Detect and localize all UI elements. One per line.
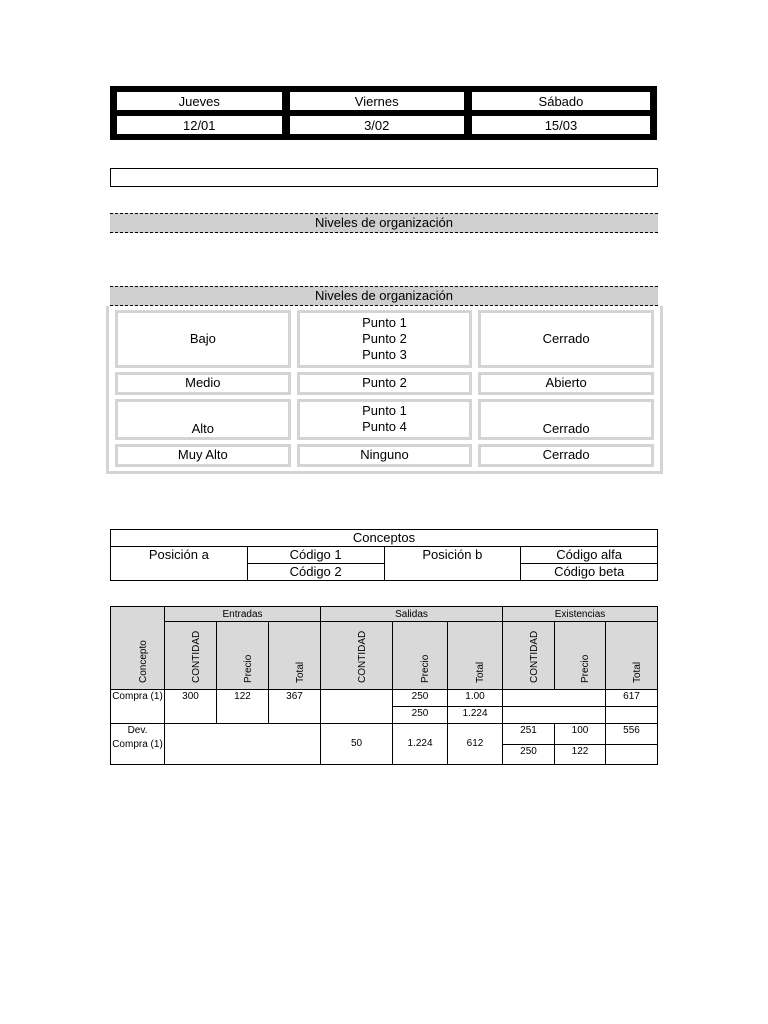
row-concept: Dev. Compra (1) [111, 724, 165, 765]
concept-header-label: Concepto [137, 640, 149, 683]
col-header-cantidad [321, 622, 393, 690]
cell: 1.00 [448, 690, 503, 707]
level-point: Punto 4 [362, 419, 407, 435]
col-label: CONTIDAD [528, 630, 540, 683]
concepts-table [110, 529, 658, 581]
col-header-total [606, 622, 658, 690]
level-points [297, 310, 473, 368]
cell [165, 724, 321, 765]
cell: 250 [393, 707, 448, 724]
level-point: Ninguno [360, 447, 409, 463]
date-cell: 15/03 [470, 114, 652, 136]
cell: 251 [503, 724, 555, 745]
concepts-title: Conceptos [111, 530, 658, 547]
group-header: Salidas [321, 607, 503, 622]
group-header: Entradas [165, 607, 321, 622]
day-cell: Viernes [288, 90, 466, 112]
col-label: Total [631, 661, 643, 683]
col-header-precio [393, 622, 448, 690]
date-cell: 3/02 [288, 114, 466, 136]
days-table [110, 86, 657, 140]
levels-table [106, 306, 663, 474]
section-banner: Niveles de organización [110, 213, 658, 233]
level-row [115, 399, 654, 440]
cell [503, 707, 606, 724]
col-label: CONTIDAD [356, 630, 368, 683]
code-cell: Código alfa [521, 547, 658, 564]
level-status: Abierto [478, 372, 654, 395]
cell: 100 [555, 724, 606, 745]
cell: 556 [606, 724, 658, 745]
cell: 50 [321, 724, 393, 765]
levels-table-title: Niveles de organización [110, 286, 658, 306]
level-points [297, 444, 473, 467]
col-label: Precio [580, 654, 591, 683]
code-cell: Código 2 [247, 564, 384, 581]
cell: 617 [606, 690, 658, 707]
cell [321, 690, 393, 724]
day-cell: Jueves [115, 90, 284, 112]
col-header-total [448, 622, 503, 690]
level-name: Medio [115, 372, 291, 395]
cell: 122 [217, 690, 269, 724]
concept-header [111, 607, 165, 690]
level-point: Punto 1 [362, 314, 407, 330]
level-status: Cerrado [478, 444, 654, 467]
level-points [297, 372, 473, 395]
col-header-cantidad [503, 622, 555, 690]
cell: 250 [393, 690, 448, 707]
cell [606, 744, 658, 765]
level-point: Punto 1 [362, 403, 407, 419]
col-header-cantidad [165, 622, 217, 690]
col-label: Precio [242, 654, 254, 683]
cell: 300 [165, 690, 217, 724]
cell [606, 707, 658, 724]
level-point: Punto 2 [362, 330, 407, 346]
level-row [115, 310, 654, 368]
cell: 122 [555, 744, 606, 765]
level-status: Cerrado [478, 310, 654, 368]
cell: 250 [503, 744, 555, 765]
group-header: Existencias [503, 607, 658, 622]
code-cell: Código 1 [247, 547, 384, 564]
level-point: Punto 2 [362, 375, 407, 391]
table-row [111, 724, 658, 745]
col-header-precio [217, 622, 269, 690]
cell: 612 [448, 724, 503, 765]
cell: 1.224 [393, 724, 448, 765]
cell [503, 690, 606, 707]
cell: 367 [269, 690, 321, 724]
level-name: Bajo [115, 310, 291, 368]
table-row [111, 690, 658, 707]
col-header-total [269, 622, 321, 690]
col-label: CONTIDAD [190, 630, 202, 683]
dates-row [115, 114, 652, 136]
level-points [297, 399, 473, 440]
col-label: Total [294, 661, 306, 683]
position-a: Posición a [111, 547, 248, 581]
col-header-precio [555, 622, 606, 690]
col-label: Precio [420, 654, 431, 683]
code-cell: Código beta [521, 564, 658, 581]
days-row [115, 90, 652, 112]
level-point: Punto 3 [362, 346, 407, 362]
empty-box [110, 168, 658, 187]
level-name: Muy Alto [115, 444, 291, 467]
levels-table-wrapper [106, 286, 663, 474]
level-status: Cerrado [478, 399, 654, 440]
row-concept: Compra (1) [111, 690, 165, 724]
inventory-table [110, 606, 658, 765]
level-name: Alto [115, 399, 291, 440]
level-row [115, 372, 654, 395]
date-cell: 12/01 [115, 114, 284, 136]
cell: 1.224 [448, 707, 503, 724]
position-b: Posición b [384, 547, 521, 581]
col-label: Total [475, 661, 486, 683]
level-row [115, 444, 654, 467]
day-cell: Sábado [470, 90, 652, 112]
